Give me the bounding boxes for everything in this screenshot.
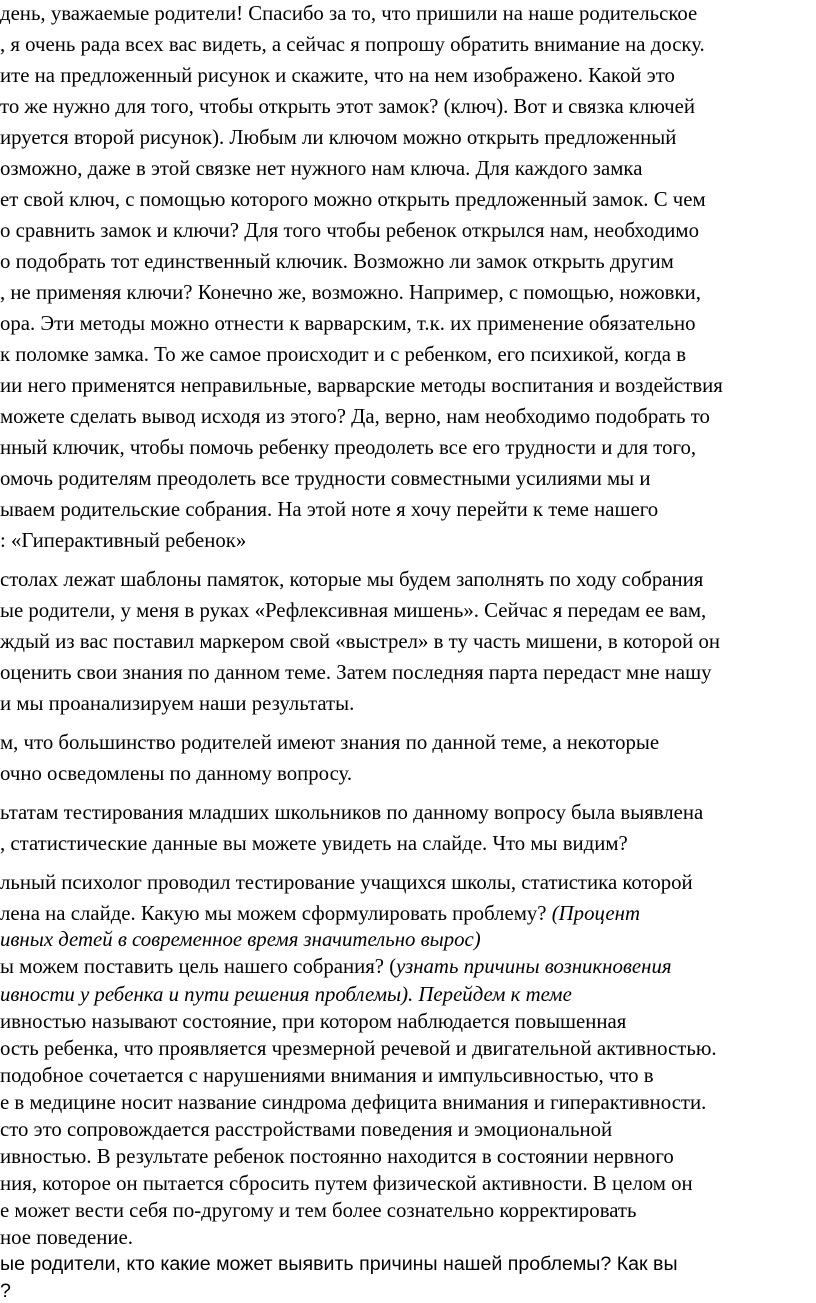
text-line: , не применяя ключи? Конечно же, возможно. Например, с помощью, ножовки, <box>0 281 701 304</box>
text-italic: узнать причины возникновения <box>396 955 672 978</box>
text-line: ые родители, кто какие может выявить причины нашей проблемы? Как вы <box>0 1253 678 1275</box>
text-line: ьтатам тестирования младших школьников по данному вопросу была выявлена <box>0 801 704 824</box>
text-line: ет свой ключ, с помощью которого можно открыть предложенный замок. С чем <box>0 188 706 211</box>
text-line: к поломке замка. То же самое происходит и с ребенком, его психикой, когда в <box>0 343 687 366</box>
text-line: ость ребенка, что проявляется чрезмерной речевой и двигательной активностью. <box>0 1037 717 1060</box>
text-line: ии него применятся неправильные, варварские методы воспитания и воздействия <box>0 374 723 397</box>
text-line: омочь родителям преодолеть все трудности совместными усилиями мы и <box>0 467 651 490</box>
text-line: , статистические данные вы можете увидеть на слайде. Что мы видим? <box>0 832 628 855</box>
text-line: о сравнить замок и ключи? Для того чтобы ребенок открылся нам, необходимо <box>0 219 699 242</box>
text-line: ? <box>0 1280 11 1302</box>
text-line: ния, которое он пытается сбросить путем физической активности. В целом он <box>0 1172 693 1195</box>
text-italic: ивных детей в современное время значительно вырос) <box>0 928 481 951</box>
text-italic: (Процент <box>551 902 640 925</box>
text-plain: лена на слайде. Какую мы можем сформулировать проблему? <box>0 902 552 925</box>
text-line: ное поведение. <box>0 1226 133 1249</box>
text-line: , я очень рада всех вас видеть, а сейчас я попрошу обратить внимание на доску. <box>0 33 705 56</box>
text-line: сто это сопровождается расстройствами поведения и эмоциональной <box>0 1118 613 1141</box>
text-line: очно осведомлены по данному вопросу. <box>0 762 353 785</box>
text-line: день, уважаемые родители! Спасибо за то, что пришили на наше родительское <box>0 2 698 25</box>
text-line <box>0 955 672 979</box>
text-line: о подобрать тот единственный ключик. Возможно ли замок открыть другим <box>0 250 674 273</box>
text-line: можете сделать вывод исходя из этого? Да, верно, нам необходимо подобрать то <box>0 405 710 428</box>
text-line: ждый из вас поставил маркером свой «выстрел» в ту часть мишени, в которой он <box>0 630 720 653</box>
text-line: нный ключик, чтобы помочь ребенку преодолеть все его трудности и для того, <box>0 436 697 459</box>
text-line <box>0 902 640 926</box>
text-line: ора. Эти методы можно отнести к варварским, т.к. их применение обязательно <box>0 312 696 335</box>
text-line: столах лежат шаблоны памяток, которые мы будем заполнять по ходу собрания <box>0 568 704 591</box>
text-plain: ы можем поставить цель нашего собрания? ( <box>0 955 397 978</box>
text-line: ируется второй рисунок). Любым ли ключом можно открыть предложенный <box>0 126 677 149</box>
text-line: м, что большинство родителей имеют знания по данной теме, а некоторые <box>0 731 660 754</box>
text-line: ивностью называют состояние, при котором наблюдается повышенная <box>0 1010 627 1033</box>
text-line: то же нужно для того, чтобы открыть этот замок? (ключ). Вот и связка ключей <box>0 95 695 118</box>
text-line: ые родители, у меня в руках «Рефлексивная мишень». Сейчас я передам ее вам, <box>0 599 707 622</box>
text-line: ываем родительские собрания. На этой ноте я хочу перейти к теме нашего <box>0 498 659 521</box>
text-line <box>0 983 572 1007</box>
text-line: льный психолог проводил тестирование учащихся школы, статистика которой <box>0 871 693 894</box>
text-line: е в медицине носит название синдрома дефицита внимания и гиперактивности. <box>0 1091 707 1114</box>
text-line: ивностью. В результате ребенок постоянно находится в состоянии нервного <box>0 1145 674 1168</box>
text-line: ите на предложенный рисунок и скажите, что на нем изображено. Какой это <box>0 64 675 87</box>
text-line: и мы проанализируем наши результаты. <box>0 692 355 715</box>
text-line: оценить свои знания по данном теме. Затем последняя парта передаст мне нашу <box>0 661 712 684</box>
text-line: озможно, даже в этой связке нет нужного нам ключа. Для каждого замка <box>0 157 643 180</box>
text-line: е может вести себя по-другому и тем более сознательно корректировать <box>0 1199 637 1222</box>
text-line: : «Гиперактивный ребенок» <box>0 529 247 552</box>
text-italic: ивности у ребенка и пути решения проблемы). Перейдем к теме <box>0 983 572 1006</box>
text-line <box>0 928 481 952</box>
text-line: подобное сочетается с нарушениями внимания и импульсивностью, что в <box>0 1064 654 1087</box>
